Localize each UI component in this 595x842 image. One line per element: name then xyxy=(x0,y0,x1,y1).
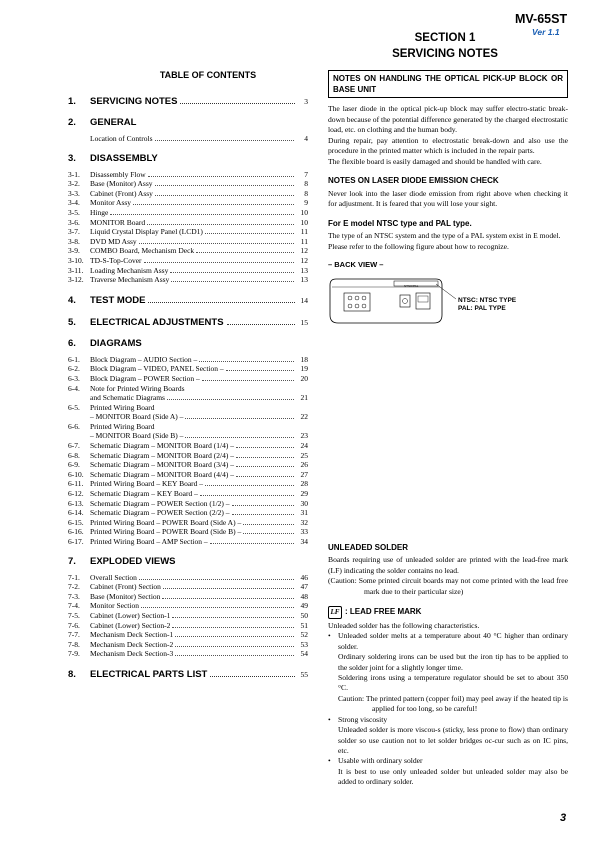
bullet-caution: Caution: The printed pattern (copper foil) may peel away if the heated tip is applied for too long, so be careful! xyxy=(338,693,568,714)
toc-entry-title: Block Diagram – POWER Section – xyxy=(90,373,200,383)
toc-entry-title: Loading Mechanism Assy xyxy=(90,265,169,275)
toc-leader-dots xyxy=(236,451,294,458)
toc-chapter-page: 15 xyxy=(300,317,308,327)
toc-entry xyxy=(68,601,308,611)
toc-entry-title: Printed Wiring Board – POWER Board (Side B) – xyxy=(90,527,242,537)
toc-entry-page: 13 xyxy=(300,265,308,275)
toc-leader-dots xyxy=(210,537,294,544)
toc-entry-title: Schematic Diagram – MONITOR Board (3/4) – xyxy=(90,460,234,470)
toc-leader-dots xyxy=(163,582,294,589)
toc-entry xyxy=(68,489,308,499)
toc-entry-number: 7-7. xyxy=(68,630,80,640)
toc-chapter-number: 1. xyxy=(68,96,76,107)
laser-check-heading: NOTES ON LASER DIODE EMISSION CHECK xyxy=(328,176,499,185)
toc-title: TABLE OF CONTENTS xyxy=(159,70,257,80)
toc-entry-page: 48 xyxy=(300,591,308,601)
toc-leader-dots xyxy=(180,95,295,104)
ntsc-pal-device-tag: NTSC/PAL xyxy=(404,283,419,288)
toc-entry-page: 23 xyxy=(300,431,308,441)
toc-entry-page: 10 xyxy=(300,217,308,227)
toc-entry xyxy=(68,412,308,422)
bullet-text: Strong viscosity xyxy=(338,714,388,724)
servicing-notes-column xyxy=(328,70,568,325)
toc-entry-title: Traverse Mechanism Assy xyxy=(90,275,170,285)
toc-entry xyxy=(68,451,308,461)
toc-entry-number: 7-5. xyxy=(68,610,80,620)
toc-entry xyxy=(68,266,308,276)
toc-chapter xyxy=(68,294,308,307)
toc-entry-number: 7-1. xyxy=(68,572,80,582)
toc-leader-dots xyxy=(236,460,294,467)
toc-entry-number: 3-10. xyxy=(68,255,84,265)
toc-entry-page: 19 xyxy=(300,364,308,374)
toc-entry-page: 29 xyxy=(300,489,308,499)
toc-entry-number: 3-6. xyxy=(68,217,80,227)
toc-leader-dots xyxy=(148,294,295,303)
toc-entry-number: 3-8. xyxy=(68,236,80,246)
toc-chapter-number: 7. xyxy=(68,555,76,567)
toc-leader-dots xyxy=(155,189,294,196)
toc-entry xyxy=(68,364,308,374)
toc-entry-title: Liquid Crystal Display Panel (LCD1) xyxy=(90,227,203,237)
toc-leader-dots xyxy=(226,364,294,371)
toc-entry-page: 54 xyxy=(300,649,308,659)
toc-entry xyxy=(68,527,308,537)
toc-leader-dots xyxy=(185,412,294,419)
toc-entry-title: MONITOR Board xyxy=(90,217,146,227)
toc-entry-title: Overall Section xyxy=(90,572,137,582)
toc-chapter-title: EXPLODED VIEWS xyxy=(90,555,176,567)
toc-entry-page: 4 xyxy=(304,134,308,143)
toc-spacer xyxy=(68,659,308,668)
toc-entry xyxy=(68,355,308,365)
toc-entry-title: Monitor Section xyxy=(90,601,139,611)
toc-entry-title: Schematic Diagram – KEY Board – xyxy=(90,489,198,499)
toc-entry-page: 28 xyxy=(300,479,308,489)
toc-leader-dots xyxy=(200,489,294,496)
toc-entry-number: 3-2. xyxy=(68,179,80,189)
toc-entry-page: 12 xyxy=(300,255,308,265)
toc-entry-title: Monitor Assy xyxy=(90,198,132,208)
toc-entry-number: 6-5. xyxy=(68,402,80,412)
toc-entry-page: 49 xyxy=(300,601,308,611)
toc-leader-dots xyxy=(162,592,294,599)
bullet-detail: Soldering irons using a temperature regulator should be set to about 350 °C. xyxy=(338,673,568,693)
toc-leader-dots xyxy=(205,227,294,234)
bullet-detail: Unleaded solder is more viscou-s (sticky, less prone to flow) than ordinary solder so use caution not to let solder bridges oc-cur such as on IC pins, etc. xyxy=(338,725,568,755)
toc-entry-page: 7 xyxy=(304,169,308,179)
table-of-contents xyxy=(68,70,308,681)
toc-entry-page: 10 xyxy=(300,207,308,217)
toc-entry-title: Cabinet (Lower) Section-1 xyxy=(90,610,171,620)
toc-entry-page: 22 xyxy=(300,412,308,422)
toc-entry-page: 11 xyxy=(300,236,308,246)
toc-entry-number: 6-1. xyxy=(68,354,80,364)
toc-leader-dots xyxy=(141,601,294,608)
toc-entry xyxy=(68,537,308,547)
toc-entry xyxy=(68,237,308,247)
toc-entry-title: Schematic Diagram – MONITOR Board (4/4) – xyxy=(90,469,234,479)
toc-leader-dots xyxy=(171,275,294,282)
ntsc-pal-paragraph-1: The type of an NTSC system and the type of a PAL system exist in E model. xyxy=(328,231,561,240)
toc-entry-number: 3-4. xyxy=(68,198,80,208)
toc-entry xyxy=(68,573,308,583)
toc-leader-dots xyxy=(243,518,294,525)
toc-entry-number: 3-11. xyxy=(68,265,84,275)
toc-entry xyxy=(68,431,308,441)
toc-entry-title: Note for Printed Wiring Boards xyxy=(90,383,185,393)
toc-entry-page: 24 xyxy=(300,441,308,451)
bullet-icon: • xyxy=(328,631,331,641)
toc-entry-number: 6-13. xyxy=(68,498,84,508)
toc-entry-number: 7-3. xyxy=(68,591,80,601)
toc-entry-title: Block Diagram – VIDEO, PANEL Section – xyxy=(90,364,224,374)
toc-entry-page: 12 xyxy=(300,246,308,256)
toc-entry xyxy=(68,518,308,528)
toc-entry xyxy=(68,621,308,631)
toc-entry-number: 7-6. xyxy=(68,620,80,630)
toc-entry xyxy=(68,393,308,403)
toc-entry-page: 13 xyxy=(300,275,308,285)
page-number: 3 xyxy=(560,812,567,824)
toc-entry-title: COMBO Board, Mechanism Deck xyxy=(90,246,195,256)
toc-leader-dots xyxy=(139,237,294,244)
toc-leader-dots xyxy=(236,441,294,448)
toc-leader-dots xyxy=(196,246,294,253)
toc-entry xyxy=(68,134,308,144)
toc-entry-title: Printed Wiring Board – AMP Section – xyxy=(90,537,208,546)
toc-chapter-title: SERVICING NOTES xyxy=(90,96,178,107)
toc-entry xyxy=(68,170,308,180)
toc-entry xyxy=(68,479,308,489)
toc-entry-number: 7-9. xyxy=(68,649,80,659)
toc-entry xyxy=(68,592,308,602)
toc-leader-dots xyxy=(133,198,294,205)
toc-entry-number: 6-12. xyxy=(68,489,84,499)
device-back-illustration xyxy=(328,275,568,327)
toc-entry-page: 27 xyxy=(300,469,308,479)
toc-entry xyxy=(68,403,308,413)
toc-entry-title: Printed Wiring Board – POWER Board (Side A) – xyxy=(90,517,242,527)
toc-entry xyxy=(68,630,308,640)
toc-entry-page: 50 xyxy=(300,610,308,620)
toc-spacer xyxy=(68,547,308,556)
toc-entry-page: 30 xyxy=(300,498,308,508)
back-view-label: – BACK VIEW – xyxy=(328,260,384,269)
toc-entry-page: 34 xyxy=(300,537,308,546)
toc-entry-number: 6-17. xyxy=(68,537,84,546)
toc-entry-title: Location of Controls xyxy=(90,134,153,143)
toc-entry xyxy=(68,422,308,432)
toc-chapter-title: ELECTRICAL PARTS LIST xyxy=(90,668,208,680)
toc-entry-number: 6-4. xyxy=(68,383,80,393)
toc-entry-page: 18 xyxy=(300,354,308,364)
toc-chapter-number: 3. xyxy=(68,152,76,164)
toc-entry-number: 6-2. xyxy=(68,364,80,374)
toc-entry xyxy=(68,198,308,208)
toc-entry xyxy=(68,499,308,509)
toc-spacer xyxy=(68,108,308,117)
toc-chapter-number: 2. xyxy=(68,117,76,128)
toc-entry-title: – MONITOR Board (Side B) – xyxy=(90,431,184,441)
toc-entry-number: 3-12. xyxy=(68,275,84,285)
toc-entry-title: TD-S-Top-Cover xyxy=(90,255,142,265)
toc-entry-title: Schematic Diagram – MONITOR Board (2/4) – xyxy=(90,450,234,460)
toc-spacer xyxy=(68,307,308,316)
toc-leader-dots xyxy=(205,479,294,486)
toc-leader-dots xyxy=(172,621,294,628)
toc-entry-title: Base (Monitor) Section xyxy=(90,591,161,601)
toc-entry-title: Printed Wiring Board – KEY Board – xyxy=(90,479,204,489)
toc-entry-title: Disassembly Flow xyxy=(90,169,146,179)
ntsc-pal-paragraph-2: Please refer to the following figure about how to recognize. xyxy=(328,241,509,251)
list-item xyxy=(328,631,568,652)
toc-chapter-page: 55 xyxy=(300,669,308,679)
toc-entry-number: 6-8. xyxy=(68,450,80,460)
bullet-detail: It is best to use only unleaded solder but unleaded solder may also be added to ordinary solder. xyxy=(338,766,568,787)
back-view-figure xyxy=(328,275,568,325)
toc-entry xyxy=(68,649,308,659)
toc-entry-page: 53 xyxy=(300,639,308,649)
ntsc-type-label: NTSC: NTSC TYPE xyxy=(458,296,517,304)
toc-leader-dots xyxy=(210,668,295,677)
toc-entry-page: 47 xyxy=(300,582,308,592)
toc-entry-page: 52 xyxy=(300,630,308,640)
toc-entry-number: 3-5. xyxy=(68,207,80,217)
toc-chapter-number: 8. xyxy=(68,668,76,680)
toc-entry-page: 20 xyxy=(300,373,308,383)
toc-entry-page: 51 xyxy=(300,620,308,630)
toc-entry-page: 9 xyxy=(304,198,308,208)
toc-entry-title: Mechanism Deck Section-1 xyxy=(90,630,174,640)
toc-leader-dots xyxy=(227,316,295,325)
toc-entry-page: 31 xyxy=(300,508,308,518)
optical-pickup-notice-title: NOTES ON HANDLING THE OPTICAL PICK-UP BLOCK OR BASE UNIT xyxy=(328,70,568,98)
toc-entry-title: Schematic Diagram – POWER Section (2/2) – xyxy=(90,508,230,518)
toc-spacer xyxy=(68,144,308,153)
toc-entry-number: 7-2. xyxy=(68,582,80,592)
section-title xyxy=(330,30,560,62)
toc-leader-dots xyxy=(243,527,294,534)
toc-entry-page: 8 xyxy=(304,188,308,198)
toc-chapter xyxy=(68,95,308,108)
toc-entry-number: 3-1. xyxy=(68,169,80,179)
lead-free-title: : LEAD FREE MARK xyxy=(345,607,422,617)
list-item xyxy=(328,756,568,766)
toc-entry-page: 32 xyxy=(300,517,308,527)
bullet-icon: • xyxy=(328,756,331,766)
toc-entry xyxy=(68,256,308,266)
toc-entry-number: 6-14. xyxy=(68,508,84,518)
toc-chapter-title: GENERAL xyxy=(90,117,137,128)
toc-entry-number: 3-3. xyxy=(68,188,80,198)
toc-leader-dots xyxy=(139,573,294,580)
notice-paragraph-3: The flexible board is easily damaged and should be handled with care. xyxy=(328,156,542,166)
lead-free-mark-icon: LF xyxy=(328,606,342,619)
toc-entry xyxy=(68,508,308,518)
toc-entry-number: 3-7. xyxy=(68,227,80,237)
toc-entry-number: 6-3. xyxy=(68,373,80,383)
toc-entry-number: 6-16. xyxy=(68,527,84,537)
unleaded-solder-section xyxy=(328,543,568,788)
toc-chapter-page: 3 xyxy=(304,97,308,106)
unleaded-heading: UNLEADED SOLDER xyxy=(328,543,409,552)
model-number: MV-65ST xyxy=(515,12,568,26)
toc-chapter-title: DISASSEMBLY xyxy=(90,152,158,164)
toc-entry-title: Printed Wiring Board xyxy=(90,402,155,412)
toc-leader-dots xyxy=(232,508,294,515)
version-label: Ver 1.1 xyxy=(532,27,560,37)
toc-chapter xyxy=(68,316,308,329)
toc-entry xyxy=(68,374,308,384)
notice-paragraph-1: The laser diode in the optical pick-up block may suffer electro-static break-down because of the potential difference generated by the charged electrostatic load, etc. on clothing and the human body. xyxy=(328,104,568,134)
toc-entry xyxy=(68,470,308,480)
toc-chapter-title: TEST MODE xyxy=(90,294,146,306)
toc-entry xyxy=(68,460,308,470)
toc-entry xyxy=(68,179,308,189)
lead-free-intro: Unleaded solder has the following characteristics. xyxy=(328,621,480,631)
toc-entry xyxy=(68,640,308,650)
bullet-text: Unleaded solder melts at a temperature about 40 °C higher than ordinary solder. xyxy=(338,631,568,651)
toc-leader-dots xyxy=(236,470,294,477)
toc-entry-title: Cabinet (Front) Section xyxy=(90,582,161,592)
toc-entry-number: 7-8. xyxy=(68,639,80,649)
toc-leader-dots xyxy=(202,374,294,381)
toc-entry-title: Cabinet (Lower) Section-2 xyxy=(90,620,171,630)
toc-entry-title: – MONITOR Board (Side A) – xyxy=(90,412,184,422)
toc-entry-page: 46 xyxy=(300,572,308,582)
toc-entry-number: 7-4. xyxy=(68,601,80,611)
toc-entry-title: Base (Monitor) Assy xyxy=(90,179,153,189)
toc-entry-page: 33 xyxy=(300,527,308,537)
toc-entry-page: 25 xyxy=(300,450,308,460)
toc-chapter-number: 5. xyxy=(68,316,76,328)
toc-chapter xyxy=(68,338,308,351)
laser-check-paragraph: Never look into the laser diode emission from right above when checking it for adjustment. It is feared that you will lose your sight. xyxy=(328,188,568,208)
toc-chapter-number: 4. xyxy=(68,294,76,306)
toc-leader-dots xyxy=(167,393,294,400)
list-item xyxy=(328,715,568,725)
toc-leader-dots xyxy=(155,179,295,186)
toc-entry-number: 6-9. xyxy=(68,460,80,470)
toc-entry-title: DVD MD Assy xyxy=(90,236,137,246)
toc-leader-dots xyxy=(175,649,294,656)
bullet-icon: • xyxy=(328,714,331,724)
bullet-text: Usable with ordinary solder xyxy=(338,756,423,766)
toc-entry-number: 6-7. xyxy=(68,441,80,451)
lead-free-heading xyxy=(328,606,568,619)
toc-leader-dots xyxy=(148,170,294,177)
toc-spacer xyxy=(68,329,308,338)
toc-entry-title: and Schematic Diagrams xyxy=(90,393,165,403)
toc-entry-title: Schematic Diagram – MONITOR Board (1/4) – xyxy=(90,441,234,451)
toc-entry-title: Schematic Diagram – POWER Section (1/2) – xyxy=(90,498,230,508)
toc-entry-page: 26 xyxy=(300,460,308,470)
toc-body xyxy=(68,95,308,681)
toc-entry xyxy=(68,611,308,621)
pal-type-label: PAL: PAL TYPE xyxy=(458,304,506,312)
toc-chapter xyxy=(68,153,308,166)
toc-entry-page: 11 xyxy=(300,227,308,237)
section-number: SECTION 1 xyxy=(414,32,476,44)
unleaded-paragraph: Boards requiring use of unleaded solder are printed with the lead-free mark (LF) indicating the solder contains no lead. xyxy=(328,555,568,575)
toc-entry-title: Hinge xyxy=(90,207,109,217)
toc-entry xyxy=(68,275,308,285)
toc-entry-number: 6-6. xyxy=(68,421,80,431)
toc-leader-dots xyxy=(147,218,294,225)
toc-entry-title: Cabinet (Front) Assy xyxy=(90,188,153,198)
toc-entry xyxy=(68,582,308,592)
toc-leader-dots xyxy=(185,431,294,438)
toc-entry xyxy=(68,189,308,199)
toc-entry xyxy=(68,441,308,451)
section-name: SERVICING NOTES xyxy=(392,48,498,60)
toc-entry xyxy=(68,227,308,237)
toc-leader-dots xyxy=(175,640,294,647)
bullet-detail: Ordinary soldering irons can be used but the iron tip has to be applied to the solder joint for a slightly longer time. xyxy=(338,652,568,672)
toc-chapter xyxy=(68,117,308,130)
toc-entry-title: Printed Wiring Board xyxy=(90,421,155,431)
unleaded-caution: (Caution: Some printed circuit boards may not come printed with the lead free mark due to their particular size) xyxy=(328,576,568,596)
toc-entry xyxy=(68,218,308,228)
toc-leader-dots xyxy=(172,611,294,618)
toc-chapter-title: ELECTRICAL ADJUSTMENTS xyxy=(90,316,224,328)
toc-entry-page: 21 xyxy=(300,393,308,403)
toc-chapter xyxy=(68,556,308,569)
toc-leader-dots xyxy=(232,499,294,506)
notice-paragraph-2: During repair, pay attention to electrostatic break-down and also use the procedure in the printed matter which is included in the repair parts. xyxy=(328,135,568,155)
toc-entry-title: Block Diagram – AUDIO Section – xyxy=(90,354,198,364)
toc-chapter xyxy=(68,668,308,681)
toc-entry-title: Mechanism Deck Section-2 xyxy=(90,639,174,649)
toc-leader-dots xyxy=(155,134,295,141)
toc-entry-page: 8 xyxy=(304,179,308,189)
toc-leader-dots xyxy=(199,355,294,362)
toc-entry-number: 6-15. xyxy=(68,517,84,527)
toc-leader-dots xyxy=(144,256,294,263)
toc-chapter-number: 6. xyxy=(68,337,76,349)
toc-spacer xyxy=(68,285,308,294)
toc-chapter-title: DIAGRAMS xyxy=(90,337,142,349)
ntsc-pal-heading: For E model NTSC type and PAL type. xyxy=(328,218,472,228)
toc-entry-title: Mechanism Deck Section-3 xyxy=(90,649,174,659)
toc-entry xyxy=(68,208,308,218)
toc-entry-number: 6-11. xyxy=(68,479,84,489)
toc-leader-dots xyxy=(170,266,294,273)
toc-entry xyxy=(68,246,308,256)
toc-leader-dots xyxy=(175,630,294,637)
toc-chapter-page: 14 xyxy=(300,295,308,305)
toc-leader-dots xyxy=(110,208,294,215)
toc-entry xyxy=(68,384,308,394)
toc-entry-number: 6-10. xyxy=(68,469,84,479)
toc-entry-number: 3-9. xyxy=(68,246,80,256)
